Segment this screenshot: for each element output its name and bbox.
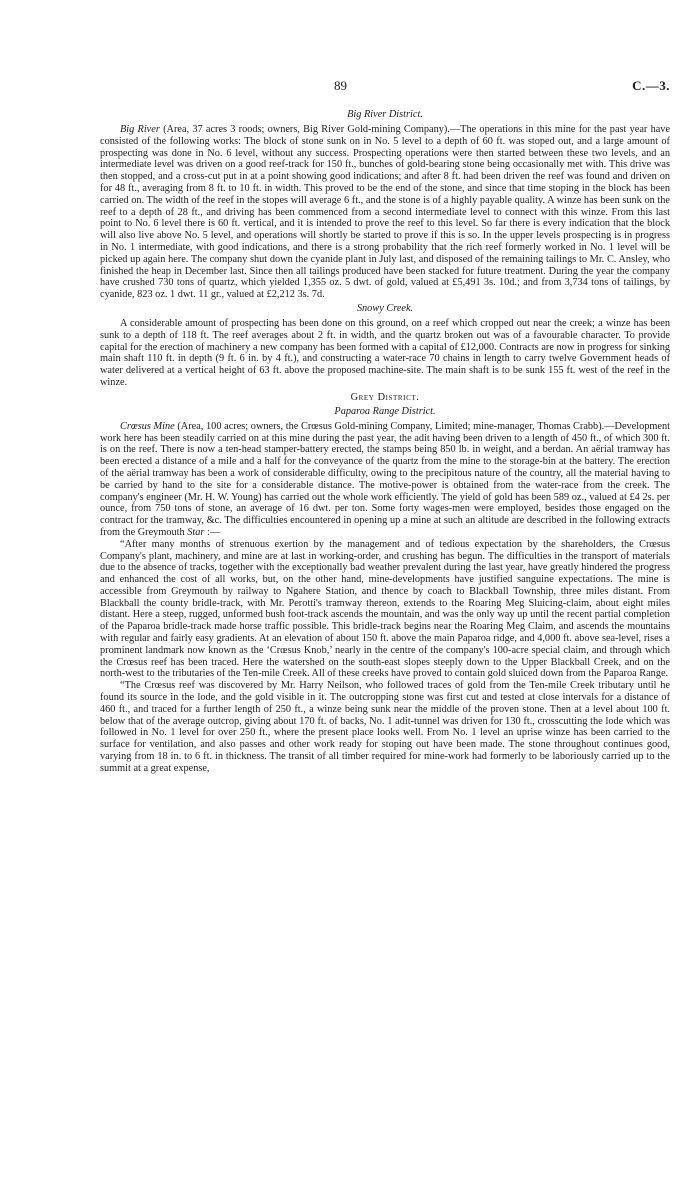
paragraph-body: (Area, 37 acres 3 roods; owners, Big River Gold-mining Company).—The operations in this mine for the past year have consisted of the following works: The block of stone sunk on in No. 5 level to a depth of 60 ft. was stoped out, and a large amount of prospecting was done in No. 6 level, without any success. Prospecting operations were then started between these two levels, and an intermediate level was driven on a good reef-track for 150 ft., bunches of gold-bearing stone being occasionally met with. This drive was then stopped, and a cross-cut put in at a point showing good indications; and after 8 ft. had been driven the reef was found and driven on for 48 ft., averaging from 8 ft. to 10 ft. in width. This proved to be the end of the stone, and since that time stoping in the block has been carried on. The width of the reef in the stopes will average 6 ft., and the stone is of a highly payable quality. A winze has been sunk on the reef to a depth of 28 ft., and driving has been commenced from a second intermediate level to connect with this winze. From this last point to No. 6 level there is 60 ft. vertical, and it is intended to prove the reef to this level. So far there is every indication that the block will also live above No. 5 level, and operations will shortly be started to prove if this is so. In the upper levels prospecting is in progress in No. 1 intermediate, with good indications, and there is a strong probability that the rich reef formerly worked in No. 1 level will be picked up again here. The company shut down the cyanide plant in July last, and disposed of the remaining tailings to Mr. C. Ansley, who finished the heap in December last. Since then all tailings produced have been stacked for future treatment. During the year the company have crushed 730 tons of quartz, which yielded 1,355 oz. 5 dwt. of gold, valued at £5,491 3s. 10d.; and from 3,734 tons of tailings, by cyanide, 823 oz. 1 dwt. 11 gr., valued at £2,212 3s. 7d.: [100, 124, 671, 301]
mine-name-big-river: Big River: [120, 124, 160, 135]
paragraph-snowy-creek: A considerable amount of prospecting has been done on this ground, on a reef which cropped out near the creek; a winze has been sunk to a depth of 118 ft. The reef averages about 2 ft. in width, and the quartz broken out was of a favourable character. To provide capital for the erection of machinery a new company has been formed with a capital of £12,000. Contracts are now in progress for sinking main shaft 110 ft. in depth (9 ft. 6 in. by 4 ft.), and constructing a water-race 70 chains in length to carry twelve Government heads of water delivered at a vertical height of 63 ft. above the proposed machine-site. The main shaft is to be sunk 155 ft. west of the reef in the winze.: [100, 317, 670, 388]
document-code: C.—3.: [632, 78, 670, 93]
paragraph-body: (Area, 100 acres; owners, the Crœsus Gold-mining Company, Limited; mine-manager, Thomas Crabb).—Development work here has been steadily carried on at this mine during the past year, the adit having been driven to a length of 450 ft., of which 300 ft. is on the reef. There is now a ten-head stamper-battery erected, the stamps being 850 lb. in weight, and a berdan. An aërial tramway has been erected a distance of a mile and a half for the conveyance of the quartz from the mine to the storage-bin at the battery. The erection of the aërial tramway has been a work of considerable difficulty, owing to the precipitous nature of the country, all the material having to be carried by hand to the site for a considerable distance. The motive-power is obtained from the water-race from the creek. The company's engineer (Mr. H. W. Young) has carried out the whole work efficiently. The yield of gold has been 589 oz., valued at £4 2s. per ounce, from 750 tons of stone, an average of 16 dwt. per ton. Some forty wages-men were employed, besides those engaged on the contract for the tramway, &c. The difficulties encountered in opening up a mine at such an altitude are described in the following extracts from the Greymouth: [100, 420, 670, 538]
quoted-paragraph-1: “After many months of strenuous exertion by the management and of tedious expectation by the shareholders, the Crœsus Company's plant, machinery, and mine are at last in working-order, and crushing has begun. The difficulties in the transport of materials due to the absence of tracks, together with the exceptionally bad weather prevalent during the last year, have greatly hindered the progress and enhanced the cost of all works, but, on the other hand, mine-developments have justified sanguine expectations. The mine is accessible from Greymouth by railway to Ngahere Station, and thence by coach to Blackball Township, three miles distant. From Blackball the county bridle-track, with Mr. Perotti's tramway thereon, extends to the Roaring Meg Sluicing-claim, about eight miles distant. Here a steep, rugged, unformed bush foot-track ascends the mountain, and was the only way up until the recent partial completion of the Paparoa bridle-track made horse traffic possible. This bridle-track begins near the Roaring Meg Claim, and ascends the mountains with regular and fairly easy gradients. At an elevation of about 150 ft. above the main Paparoa ridge, and 4,000 ft. above sea-level, rises a prominent landmark now known as the ‘Crœsus Knob,’ nearly in the centre of the company's 100-acre special claim, and through which the Crœsus reef has been traced. Here the watershed on the south-east slopes steeply down to the Upper Blackball Creek, and on the north-west to the tributaries of the Ten-mile Creek. All of these creeks have proved to contain gold sluiced down from the Paparoa Range.: [100, 538, 670, 680]
page-header: [100, 78, 670, 96]
district-heading-grey: Grey District.: [350, 391, 420, 403]
page-number: 89: [334, 78, 347, 93]
mine-name-croesus: Crœsus Mine: [120, 420, 175, 432]
page-content: [100, 107, 670, 775]
newspaper-name: Star: [187, 526, 205, 538]
section-heading-paparoa-range: Paparoa Range District.: [334, 405, 436, 417]
paragraph-croesus-mine: [100, 421, 670, 539]
section-heading-big-river-district: Big River District.: [347, 109, 423, 120]
paragraph-big-river: [100, 124, 670, 301]
section-heading-snowy-creek: Snowy Creek.: [356, 302, 414, 314]
quoted-paragraph-2: “The Crœsus reef was discovered by Mr. Harry Neilson, who followed traces of gold from the Ten-mile Creek tributary until he found its source in the lode, and the gold visible in it. The outcropping stone was first cut and tested at close intervals for a distance of 460 ft., and traced for a further length of 250 ft., a winze being sunk near the middle of the proven stone. Then at a level about 100 ft. below that of the average outcrop, giving about 170 ft. of backs, No. 1 adit-tunnel was driven for 130 ft., crosscutting the lode which was followed in No. 1 level for over 250 ft., where the present place looks well. From No. 1 level an uprise winze has been carried to the surface for ventilation, and also passes and other work ready for stoping out have been made. The stone throughout continues good, varying from 18 in. to 6 ft. in thickness. The transit of all timber required for mine-work had formerly to be laboriously carried up to the summit at a great expense,: [100, 680, 670, 774]
paragraph-end: :—: [206, 526, 221, 538]
